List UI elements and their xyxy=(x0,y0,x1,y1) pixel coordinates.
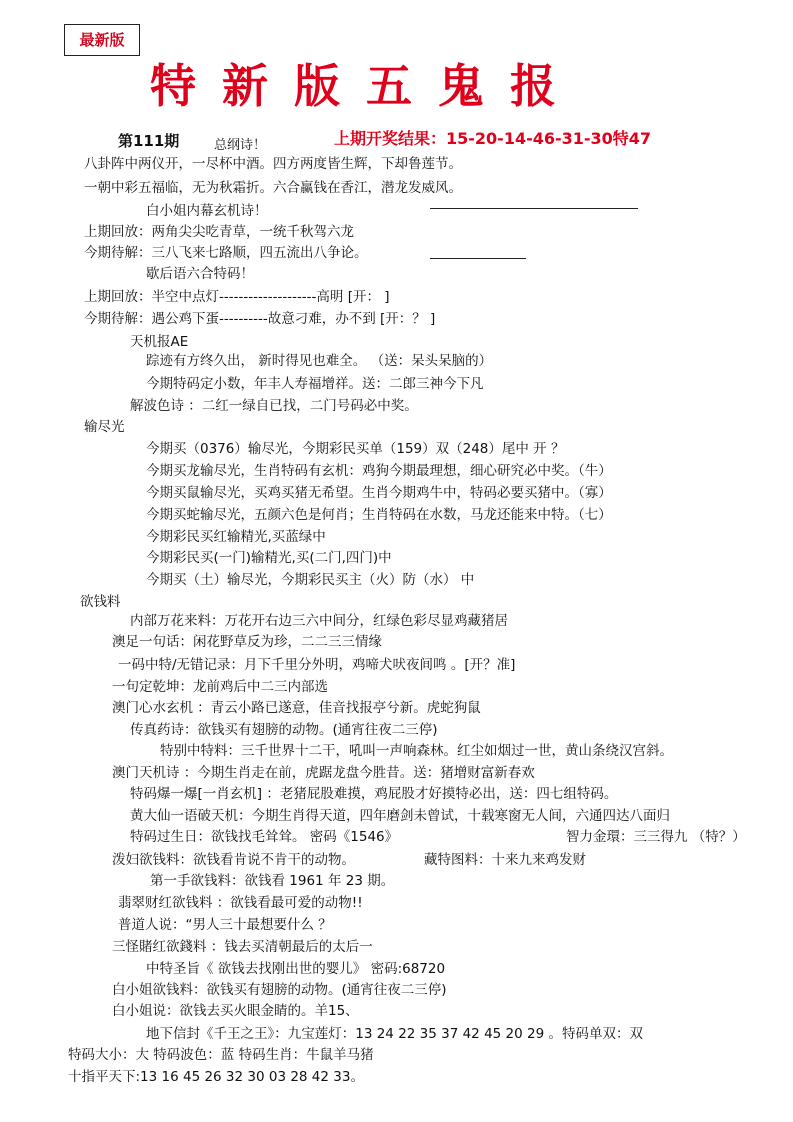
text-line: 八卦阵中两仪开，一尽杯中酒。四方两度皆生辉，下却鲁莲节。 xyxy=(84,156,462,172)
text-line: 白小姐内幕玄机诗！ xyxy=(146,203,268,219)
text-line: 一码中特/无错记录：月下千里分外明，鸡啼犬吠夜间鸣 。[开？准] xyxy=(118,657,516,673)
text-line: 普道人说：“男人三十最想要什么 ？ xyxy=(118,917,332,933)
text-line: 上期回放：半空中点灯--------------------高明 [开： ] xyxy=(84,289,390,305)
latest-version-badge: 最新版 xyxy=(64,24,140,56)
text-line: 一朝中彩五福临，无为秋霜折。六合赢钱在香江，潜龙发威风。 xyxy=(84,180,462,196)
text-line: 特码过生日：欲钱找毛耸耸。 密码《1546》 xyxy=(130,829,399,845)
text-line: 今期买（土）输尽光，今期彩民买主（火）防（水） 中 xyxy=(146,572,475,588)
text-line: 上期回放：两角尖尖吃青草，一统千秋驾六龙 xyxy=(84,224,354,240)
last-draw-result: 上期开奖结果：15-20-14-46-31-30特47 xyxy=(334,129,652,148)
underline-rule xyxy=(430,258,526,259)
text-line: 今期待解：遇公鸡下蛋----------故意刁难，办不到 [开：？ ] xyxy=(84,311,436,327)
text-line: 白小姐说：欲钱去买火眼金睛的。羊15、 xyxy=(112,1003,359,1019)
text-line: 一句定乾坤：龙前鸡后中二三内部选 xyxy=(112,679,328,695)
text-line: 今期买蛇输尽光，五颜六色是何肖；生肖特码在水数，马龙还能来中特。（七） xyxy=(146,507,612,523)
text-line: 今期买龙输尽光，生肖特码有玄机：鸡狗今期最理想，细心研究必中奖。（牛） xyxy=(146,463,612,479)
text-line: 今期特码定小数，年丰人寿福增祥。送：二郎三神今下凡 xyxy=(146,376,484,392)
text-line: 澳足一句话：闲花野草反为珍，二二三三情缘 xyxy=(112,634,382,650)
text-line: 今期彩民买(一门)输精光,买(二门,四门)中 xyxy=(146,550,392,566)
text-line: 歇后语六合特码！ xyxy=(146,266,254,282)
text-line: 泼妇欲钱料：欲钱看肯说不肯干的动物。 xyxy=(112,852,355,868)
text-line: 今期待解：三八飞来七路顺，四五流出八争论。 xyxy=(84,245,368,261)
text-line: 踪迹有方终久出， 新时得见也难全。 （送：呆头呆脑的） xyxy=(146,353,493,369)
text-line: 澳门天机诗 ：今期生肖走在前，虎踞龙盘今胜昔。送：猪增财富新春欢 xyxy=(112,765,535,781)
underline-rule xyxy=(430,208,638,209)
text-line: 翡翠财红欲钱料 ：欲钱看最可爱的动物!! xyxy=(118,895,363,911)
text-line: 智力金環：三三得九 （特？） xyxy=(566,829,746,845)
text-line: 解波色诗 ：二红一绿自已找，二门号码必中奖。 xyxy=(130,398,418,414)
issue-number: 第111期 xyxy=(118,132,180,150)
text-line: 欲钱料 xyxy=(80,594,121,610)
text-line: 中特圣旨《 欲钱去找刚出世的婴儿》 密码:68720 xyxy=(146,961,446,977)
text-line: 十指平天下:13 16 45 26 32 30 03 28 42 33。 xyxy=(68,1069,364,1085)
text-line: 特码爆一爆[一肖玄机] ：老猪屁股难摸，鸡屁股才好摸特必出，送：四七组特码。 xyxy=(130,786,618,802)
text-line: 天机报AE xyxy=(130,334,189,350)
text-line: 今期彩民买红输精光,买蓝绿中 xyxy=(146,529,326,545)
text-line: 黄大仙一语破天机：今期生肖得天道，四年磨剑未曾试，十载寒窗无人间，六通四达八面归 xyxy=(130,808,670,824)
text-line: 地下信封《千王之王》：九宝莲灯：13 24 22 35 37 42 45 20 29 。特码单双：双 xyxy=(146,1026,643,1042)
text-line: 特别中特料：三千世界十二干，吼叫一声响森林。红尘如烟过一世，黄山条绕汉宫斜。 xyxy=(160,743,673,759)
text-line: 白小姐欲钱料：欲钱买有翅膀的动物。(通宵往夜二三停) xyxy=(112,982,447,998)
text-line: 传真药诗：欲钱买有翅膀的动物。(通宵往夜二三停) xyxy=(130,722,438,738)
poem-heading: 总纲诗！ xyxy=(214,138,267,153)
text-line: 第一手欲钱料：欲钱看 1961 年 23 期。 xyxy=(150,873,395,889)
text-line: 今期买（0376）输尽光，今期彩民买单（159）双（248）尾中 开 ？ xyxy=(146,441,565,457)
text-line: 输尽光 xyxy=(84,419,125,435)
page-title: 特新版五鬼报 xyxy=(150,59,582,113)
text-line: 今期买鼠输尽光，买鸡买猪无希望。生肖今期鸡牛中，特码必要买猪中。（寡） xyxy=(146,485,612,501)
text-line: 澳门心水玄机 ：青云小路已遂意，佳音找报亭兮新。虎蛇狗鼠 xyxy=(112,700,481,716)
text-line: 藏特图料：十来九来鸡发财 xyxy=(424,852,586,868)
text-line: 三怪賭红欲錢料 ：钱去买清朝最后的太后一 xyxy=(112,939,373,955)
text-line: 内部万花来料：万花开右边三六中间分，红绿色彩尽显鸡藏猪居 xyxy=(130,613,508,629)
text-line: 特码大小：大 特码波色：蓝 特码生肖：牛鼠羊马猪 xyxy=(68,1047,374,1063)
